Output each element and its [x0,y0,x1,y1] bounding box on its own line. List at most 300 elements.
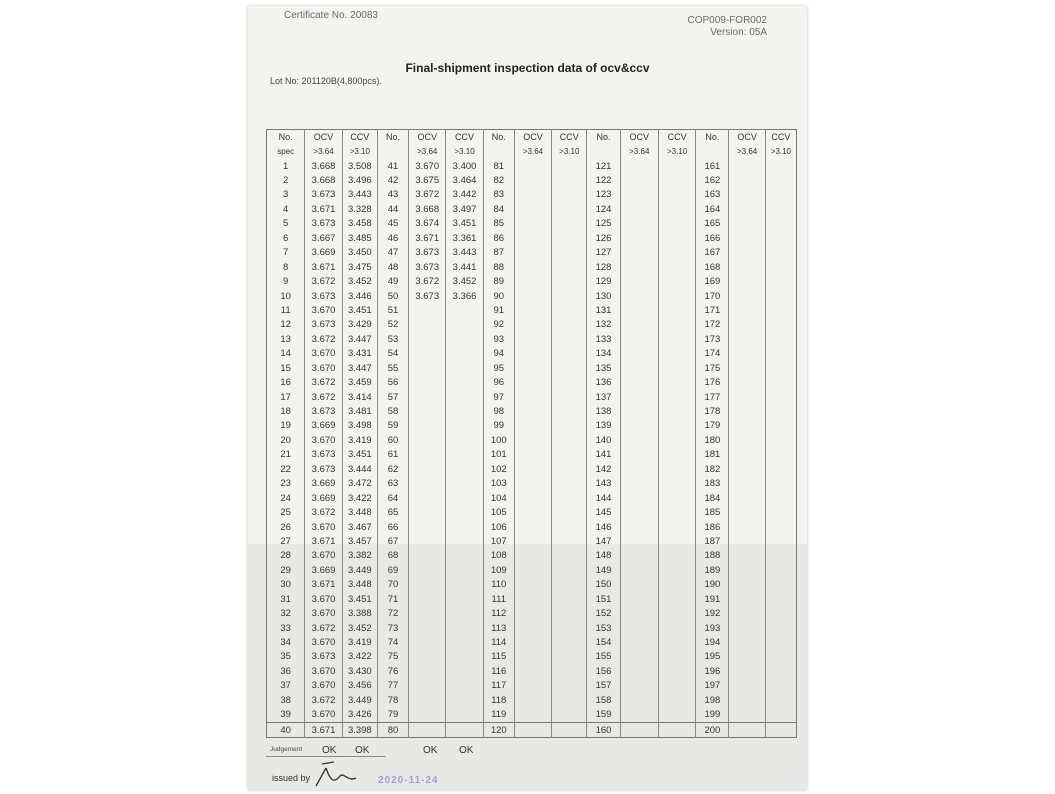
table-cell: 2 [283,175,289,187]
table-cell: 92 [483,318,514,332]
table-cell: 3.673 [409,246,446,260]
inspection-sheet [248,6,807,790]
table-cell: 191 [696,592,729,606]
form-code-block [688,15,767,39]
table-cell [658,231,695,245]
table-cell: 3.431 [342,347,377,361]
table-cell [620,390,658,404]
table-cell: 3.448 [342,578,377,592]
table-cell: 3.508 [342,159,377,173]
table-cell: 99 [483,419,514,433]
table-cell [514,693,551,707]
table-cell: 3.670 [305,679,342,693]
table-cell [514,188,551,202]
table-cell: No. [587,130,620,145]
table-cell [552,433,587,447]
table-cell: 13 [280,333,291,345]
table-cell: 78 [377,693,408,707]
table-cell: 53 [377,332,408,346]
table-cell [658,217,695,231]
table-cell: 128 [587,260,620,274]
table-cell [552,621,587,635]
table-cell: 3.672 [305,621,342,635]
table-cell [552,404,587,418]
table-cell: 136 [587,375,620,389]
table-cell: 6 [283,232,289,244]
table-cell [514,260,551,274]
table-cell: 3.667 [305,231,342,245]
table-cell: 156 [587,664,620,678]
table-cell: 3.449 [342,693,377,707]
table-cell: 188 [696,549,729,563]
table-cell: 3.496 [342,173,377,187]
table-cell: 11 [280,304,291,316]
table-cell [446,448,483,462]
table-cell: 48 [377,260,408,274]
table-cell: 168 [696,260,729,274]
table-cell [658,173,695,187]
table-cell: 70 [377,578,408,592]
table-cell [409,664,446,678]
table-cell [658,606,695,620]
table-cell [552,361,587,375]
table-cell [729,375,765,389]
table-cell [620,231,658,245]
table-cell: 139 [587,419,620,433]
table-cell: 3.442 [446,188,483,202]
table-cell: >3.10 [658,144,695,158]
table-cell: 3.464 [446,173,483,187]
table-cell: 60 [377,433,408,447]
table-row [267,650,797,664]
table-cell: 3.673 [305,289,342,303]
table-cell [514,404,551,418]
table-cell [409,693,446,707]
table-cell: 3.447 [342,361,377,375]
table-cell: OCV [514,130,551,145]
table-cell [765,693,796,707]
table-cell [658,635,695,649]
table-cell [658,650,695,664]
table-cell [729,274,765,288]
table-cell [729,520,765,534]
table-cell: 3.398 [342,722,377,737]
table-cell [620,491,658,505]
table-cell [446,361,483,375]
table-cell: 74 [377,635,408,649]
table-cell [620,693,658,707]
table-cell: 122 [587,173,620,187]
table-cell [658,202,695,216]
table-cell: 181 [696,448,729,462]
table-cell [620,404,658,418]
table-cell [620,246,658,260]
table-cell: 135 [587,361,620,375]
table-cell: 3.670 [305,347,342,361]
table-cell: 169 [696,274,729,288]
judgement-ok-3: OK [423,745,438,756]
table-row [267,289,797,303]
table-cell: 93 [483,332,514,346]
table-cell: 57 [377,390,408,404]
table-cell [765,289,796,303]
table-cell [446,419,483,433]
table-cell: 153 [587,621,620,635]
table-cell: 3.670 [305,635,342,649]
table-cell: 81 [483,159,514,173]
table-cell [765,332,796,346]
table-cell: 152 [587,606,620,620]
table-cell [409,534,446,548]
table-cell: 37 [280,680,291,692]
table-cell [658,505,695,519]
table-cell [658,693,695,707]
table-row [267,274,797,288]
table-cell [409,491,446,505]
table-cell: 3.457 [342,534,377,548]
table-cell [620,563,658,577]
table-cell [620,332,658,346]
table-cell: 3.672 [305,693,342,707]
table-cell [658,491,695,505]
lot-number: Lot No: 201120B(4,800pcs). [270,76,382,86]
table-cell: 73 [377,621,408,635]
table-cell [658,404,695,418]
table-cell: 150 [587,578,620,592]
table-cell [552,260,587,274]
table-cell: 3.669 [305,246,342,260]
table-cell [514,419,551,433]
table-cell: 107 [483,534,514,548]
table-cell [409,635,446,649]
table-spec-row [267,144,797,158]
table-cell: 3.452 [342,621,377,635]
table-cell [765,462,796,476]
table-cell: 127 [587,246,620,260]
table-cell: 83 [483,188,514,202]
table-cell [620,289,658,303]
table-cell [409,578,446,592]
table-cell: 12 [280,319,291,331]
table-cell: 3.446 [342,289,377,303]
table-cell: 174 [696,347,729,361]
table-cell [620,303,658,317]
table-cell: 131 [587,303,620,317]
table-cell: 3.669 [305,419,342,433]
table-cell [552,231,587,245]
table-cell: 197 [696,679,729,693]
table-cell [729,159,765,173]
table-cell: OCV [305,130,342,145]
judgement-label: Judgement [270,746,303,753]
table-cell [620,318,658,332]
table-cell [658,448,695,462]
table-cell: No. [377,130,408,145]
table-cell: 155 [587,650,620,664]
table-cell [765,664,796,678]
table-cell [729,217,765,231]
table-cell: 3.670 [305,549,342,563]
table-cell: 21 [280,449,291,461]
table-cell [729,606,765,620]
table-row [267,260,797,274]
table-cell [765,260,796,274]
table-row [267,361,797,375]
table-cell: 3.443 [446,246,483,260]
table-cell [658,390,695,404]
table-cell: 160 [587,722,620,737]
table-cell [765,347,796,361]
table-cell [552,606,587,620]
table-cell [620,505,658,519]
table-cell [552,448,587,462]
table-cell [446,303,483,317]
table-cell: 38 [280,694,291,706]
table-cell [765,534,796,548]
table-cell: 3.451 [446,217,483,231]
table-cell: 162 [696,173,729,187]
table-cell: 3.472 [342,477,377,491]
table-cell [446,650,483,664]
table-cell [552,303,587,317]
table-cell: 176 [696,375,729,389]
certificate-number: Certificate No. 20083 [284,10,378,21]
table-cell: 3.430 [342,664,377,678]
table-cell [409,549,446,563]
table-cell [552,693,587,707]
table-cell: 3.669 [305,563,342,577]
table-cell [729,621,765,635]
table-cell: 190 [696,578,729,592]
table-cell [552,188,587,202]
table-row [267,722,797,737]
table-cell [514,477,551,491]
table-cell [409,375,446,389]
table-cell [552,173,587,187]
table-cell [514,650,551,664]
table-cell [514,361,551,375]
table-cell [729,708,765,723]
table-cell: 18 [280,406,291,418]
table-cell [765,303,796,317]
table-row [267,505,797,519]
table-cell [765,375,796,389]
table-row [267,621,797,635]
table-cell: 116 [483,664,514,678]
table-cell [729,477,765,491]
table-cell [514,433,551,447]
table-cell [729,202,765,216]
table-cell [658,679,695,693]
table-cell: 189 [696,563,729,577]
table-cell [658,375,695,389]
table-cell [620,188,658,202]
page-title: Final-shipment inspection data of ocv&ccv [405,61,650,75]
table-cell [514,505,551,519]
table-cell [658,534,695,548]
table-row [267,433,797,447]
table-cell: 77 [377,679,408,693]
table-row [267,491,797,505]
table-cell: 43 [377,188,408,202]
table-cell [658,347,695,361]
table-cell [552,347,587,361]
table-cell: 129 [587,274,620,288]
table-cell: 185 [696,505,729,519]
table-cell: 3.673 [305,404,342,418]
table-cell [658,549,695,563]
form-code: COP009-FOR002 [687,15,767,26]
table-cell [409,390,446,404]
table-cell: 46 [377,231,408,245]
table-cell: 8 [283,261,289,273]
table-cell: 3.441 [446,260,483,274]
table-cell: >3.64 [409,144,446,158]
table-cell: 90 [483,289,514,303]
table-cell: 3.671 [305,534,342,548]
table-cell [552,159,587,173]
table-cell [620,592,658,606]
table-cell: 165 [696,217,729,231]
table-row [267,664,797,678]
table-cell [446,693,483,707]
table-cell: 183 [696,477,729,491]
table-cell [658,477,695,491]
table-cell: 30 [280,579,291,591]
table-cell [514,274,551,288]
table-cell: 177 [696,390,729,404]
table-cell [409,606,446,620]
table-cell [552,289,587,303]
table-cell [620,679,658,693]
table-cell: 4 [283,203,289,215]
table-cell: 3.422 [342,650,377,664]
table-cell: 3.458 [342,217,377,231]
table-cell [409,722,446,737]
table-cell [446,477,483,491]
table-cell: 3.668 [305,173,342,187]
table-row [267,563,797,577]
table-cell: 3.671 [409,231,446,245]
table-cell [658,433,695,447]
table-cell [514,621,551,635]
table-cell [765,520,796,534]
table-cell: 26 [280,521,291,533]
table-cell: 3.451 [342,303,377,317]
table-cell: 3.670 [409,159,446,173]
table-cell [409,303,446,317]
table-cell [552,563,587,577]
table-cell: 3.459 [342,375,377,389]
table-cell [765,202,796,216]
table-row [267,679,797,693]
table-cell: 110 [483,578,514,592]
table-cell [620,462,658,476]
table-cell: 3.673 [409,289,446,303]
table-cell [765,390,796,404]
table-cell: 3.328 [342,202,377,216]
table-cell [620,361,658,375]
table-cell [446,520,483,534]
table-cell [765,274,796,288]
table-cell: 10 [280,290,291,302]
table-cell: 117 [483,679,514,693]
table-cell [514,549,551,563]
table-cell: 3.449 [342,563,377,577]
table-cell: 88 [483,260,514,274]
table-cell [552,477,587,491]
table-cell: 3.429 [342,318,377,332]
table-cell: CCV [342,130,377,145]
table-cell [446,505,483,519]
table-cell: 103 [483,477,514,491]
table-cell: 94 [483,347,514,361]
table-cell: 95 [483,361,514,375]
table-row [267,246,797,260]
table-cell [729,578,765,592]
table-cell: 3.670 [305,433,342,447]
judgement-ok-1: OK [322,745,337,756]
table-cell [620,549,658,563]
table-cell: 3.467 [342,520,377,534]
table-cell: No. [483,130,514,145]
table-cell [729,246,765,260]
table-cell [765,635,796,649]
table-cell [729,491,765,505]
table-cell: 140 [587,433,620,447]
table-cell [552,390,587,404]
table-cell: 3.670 [305,606,342,620]
table-row [267,173,797,187]
table-cell: 3.668 [409,202,446,216]
table-cell: 101 [483,448,514,462]
table-cell [446,722,483,737]
table-cell: 192 [696,606,729,620]
table-cell [552,534,587,548]
table-cell [729,188,765,202]
table-cell [552,520,587,534]
table-cell [446,635,483,649]
table-cell [658,318,695,332]
table-cell: 102 [483,462,514,476]
table-cell: 3.673 [305,318,342,332]
table-cell [409,404,446,418]
table-cell: 96 [483,375,514,389]
table-cell [514,635,551,649]
table-cell [514,578,551,592]
table-cell [729,260,765,274]
table-cell: 3.669 [305,491,342,505]
table-cell [446,606,483,620]
table-cell [729,664,765,678]
table-cell [552,679,587,693]
table-cell [620,260,658,274]
table-cell: 50 [377,289,408,303]
table-cell [409,318,446,332]
table-cell: 186 [696,520,729,534]
table-cell: 143 [587,477,620,491]
table-cell: 120 [483,722,514,737]
table-cell [409,462,446,476]
table-cell: 3.670 [305,361,342,375]
table-cell: 3.444 [342,462,377,476]
table-row [267,448,797,462]
table-cell: 111 [483,592,514,606]
table-cell: 198 [696,693,729,707]
table-cell [620,722,658,737]
table-cell [514,679,551,693]
table-row [267,404,797,418]
